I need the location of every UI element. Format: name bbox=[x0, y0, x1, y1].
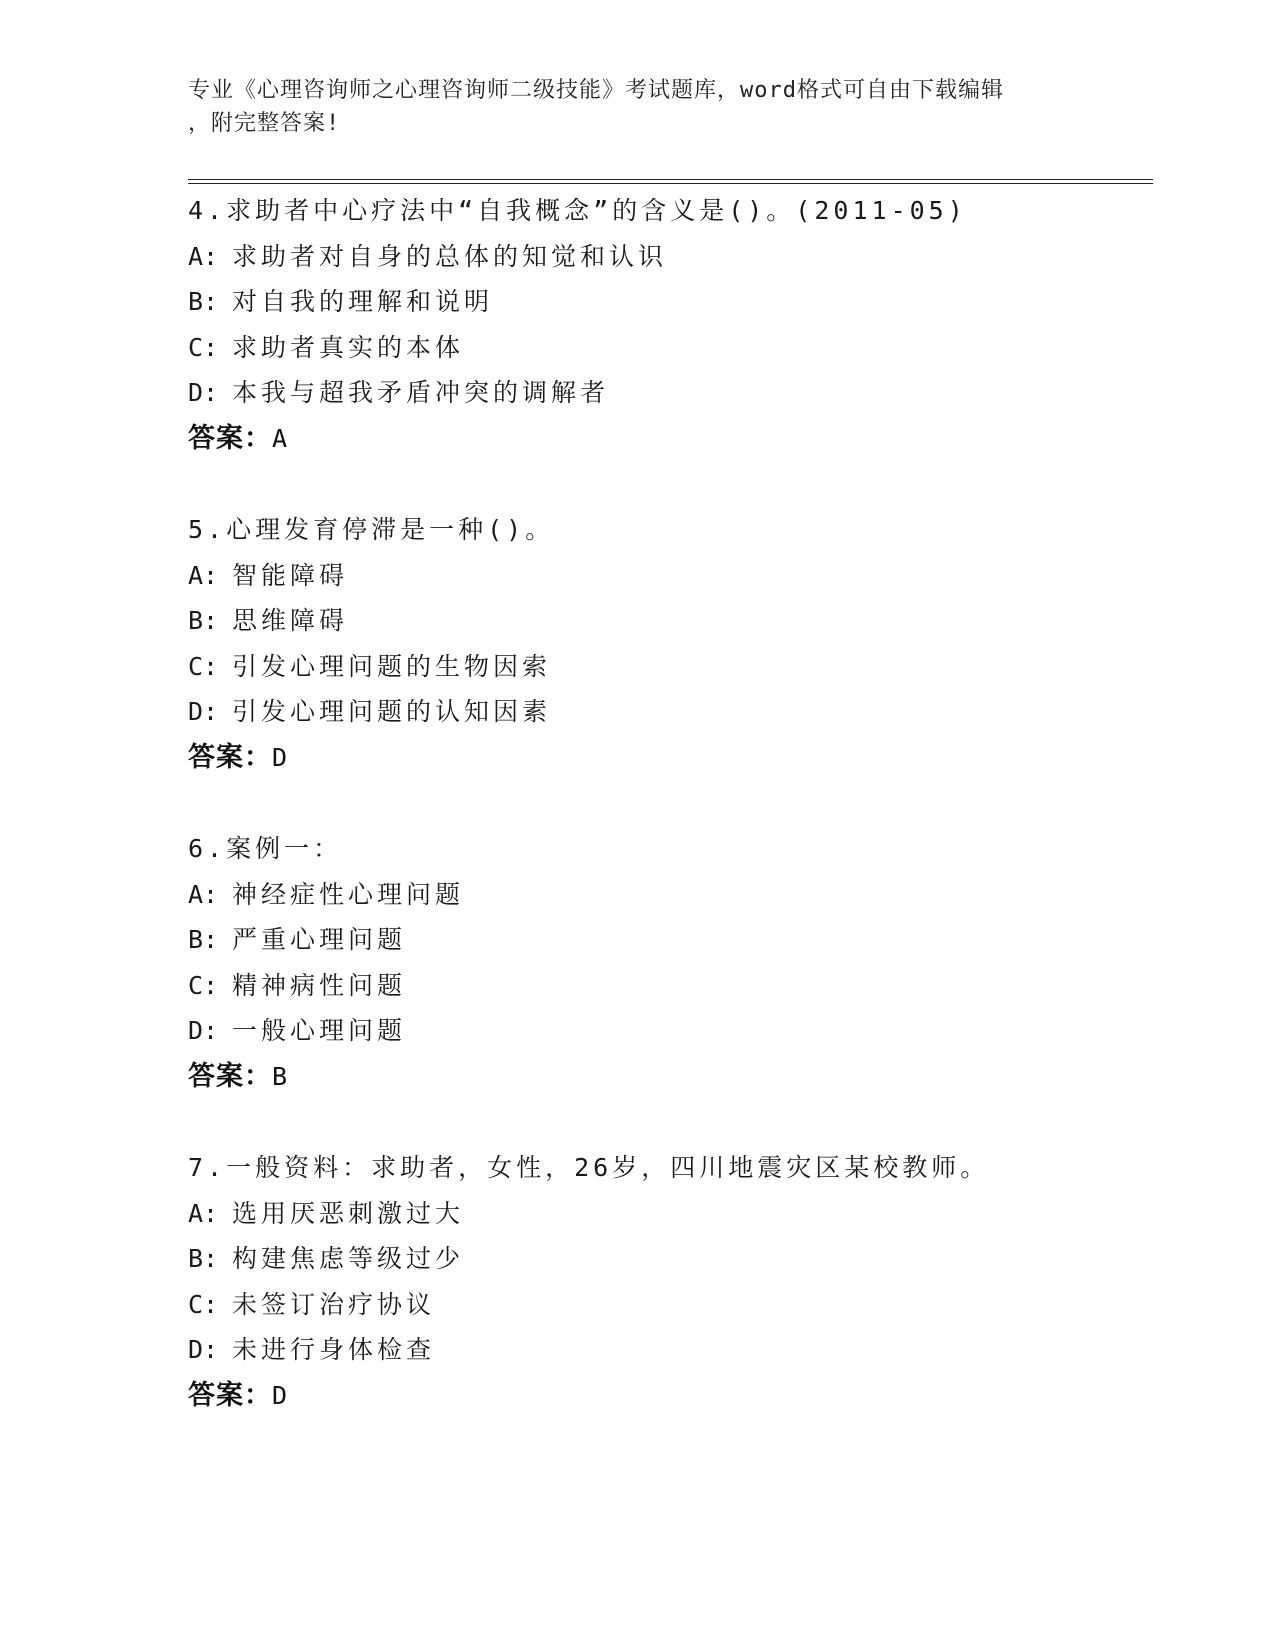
answer-value: A bbox=[272, 423, 289, 453]
question-item bbox=[188, 188, 1148, 461]
option-letter: A: bbox=[188, 560, 219, 590]
answer-label: 答案： bbox=[188, 422, 272, 454]
option-a bbox=[188, 872, 1148, 918]
option-letter: A: bbox=[188, 1198, 219, 1228]
option-text: 神经症性心理问题 bbox=[232, 879, 465, 909]
option-d bbox=[188, 370, 1148, 416]
header-line-2: ，附完整答案! bbox=[188, 111, 341, 136]
option-letter: D: bbox=[188, 697, 219, 726]
option-text: 未签订治疗协议 bbox=[232, 1289, 436, 1319]
answer-line bbox=[188, 416, 1148, 462]
answer-label: 答案： bbox=[188, 741, 272, 773]
option-letter: D: bbox=[188, 378, 219, 407]
option-letter: C: bbox=[188, 651, 219, 681]
answer-line bbox=[188, 1054, 1148, 1100]
option-d bbox=[188, 1008, 1148, 1054]
option-c bbox=[188, 325, 1148, 371]
option-d bbox=[188, 1327, 1148, 1373]
option-letter: B: bbox=[188, 925, 219, 954]
question-item bbox=[188, 826, 1148, 1099]
question-item bbox=[188, 1145, 1148, 1418]
option-text: 引发心理问题的生物因索 bbox=[232, 651, 552, 681]
option-c bbox=[188, 1282, 1148, 1328]
option-text: 思维障碍 bbox=[232, 606, 349, 635]
option-text: 引发心理问题的认知因素 bbox=[232, 697, 552, 726]
option-text: 本我与超我矛盾冲突的调解者 bbox=[232, 378, 610, 407]
option-text: 求助者对自身的总体的知觉和认识 bbox=[232, 241, 668, 271]
question-stem: 5.心理发育停滞是一种()。 bbox=[188, 515, 555, 544]
question-gap bbox=[188, 780, 1148, 826]
option-letter: B: bbox=[188, 1244, 219, 1273]
header-line-1: 专业《心理咨询师之心理咨询师二级技能》考试题库，word格式可自由下载编辑 bbox=[188, 78, 1004, 103]
option-letter: A: bbox=[188, 879, 219, 909]
answer-value: D bbox=[272, 1380, 289, 1410]
question-list bbox=[188, 188, 1148, 1418]
header-divider-bottom bbox=[188, 183, 1153, 184]
option-letter: B: bbox=[188, 287, 219, 316]
option-b bbox=[188, 917, 1148, 963]
option-a bbox=[188, 553, 1148, 599]
question-gap bbox=[188, 461, 1148, 507]
option-text: 严重心理问题 bbox=[232, 925, 407, 954]
answer-label: 答案： bbox=[188, 1379, 272, 1411]
question-stem: 7.一般资料：求助者，女性，26岁，四川地震灾区某校教师。 bbox=[188, 1153, 990, 1182]
question-stem: 6.案例一： bbox=[188, 834, 343, 863]
option-letter: B: bbox=[188, 606, 219, 635]
answer-line bbox=[188, 1373, 1148, 1419]
option-text: 选用厌恶刺激过大 bbox=[232, 1198, 465, 1228]
option-text: 一般心理问题 bbox=[232, 1016, 407, 1045]
answer-value: B bbox=[272, 1061, 289, 1091]
option-b bbox=[188, 279, 1148, 325]
header-divider-top bbox=[188, 179, 1153, 180]
option-text: 求助者真实的本体 bbox=[232, 332, 465, 362]
option-c bbox=[188, 963, 1148, 1009]
answer-label: 答案： bbox=[188, 1060, 272, 1092]
option-letter: C: bbox=[188, 1289, 219, 1319]
answer-line bbox=[188, 735, 1148, 781]
option-letter: C: bbox=[188, 332, 219, 362]
option-letter: D: bbox=[188, 1335, 219, 1364]
option-b bbox=[188, 1236, 1148, 1282]
option-a bbox=[188, 1191, 1148, 1237]
option-c bbox=[188, 644, 1148, 690]
option-d bbox=[188, 689, 1148, 735]
option-text: 智能障碍 bbox=[232, 560, 349, 590]
option-text: 构建焦虑等级过少 bbox=[232, 1244, 465, 1273]
option-text: 未进行身体检查 bbox=[232, 1335, 436, 1364]
option-b bbox=[188, 598, 1148, 644]
option-a bbox=[188, 234, 1148, 280]
option-letter: D: bbox=[188, 1016, 219, 1045]
question-gap bbox=[188, 1099, 1148, 1145]
document-header bbox=[188, 74, 1068, 140]
question-stem: 4.求助者中心疗法中“自我概念”的含义是()。(2011-05) bbox=[188, 196, 967, 225]
option-letter: A: bbox=[188, 241, 219, 271]
answer-value: D bbox=[272, 742, 289, 772]
option-text: 精神病性问题 bbox=[232, 970, 407, 1000]
option-letter: C: bbox=[188, 970, 219, 1000]
question-item bbox=[188, 507, 1148, 780]
option-text: 对自我的理解和说明 bbox=[232, 287, 494, 316]
